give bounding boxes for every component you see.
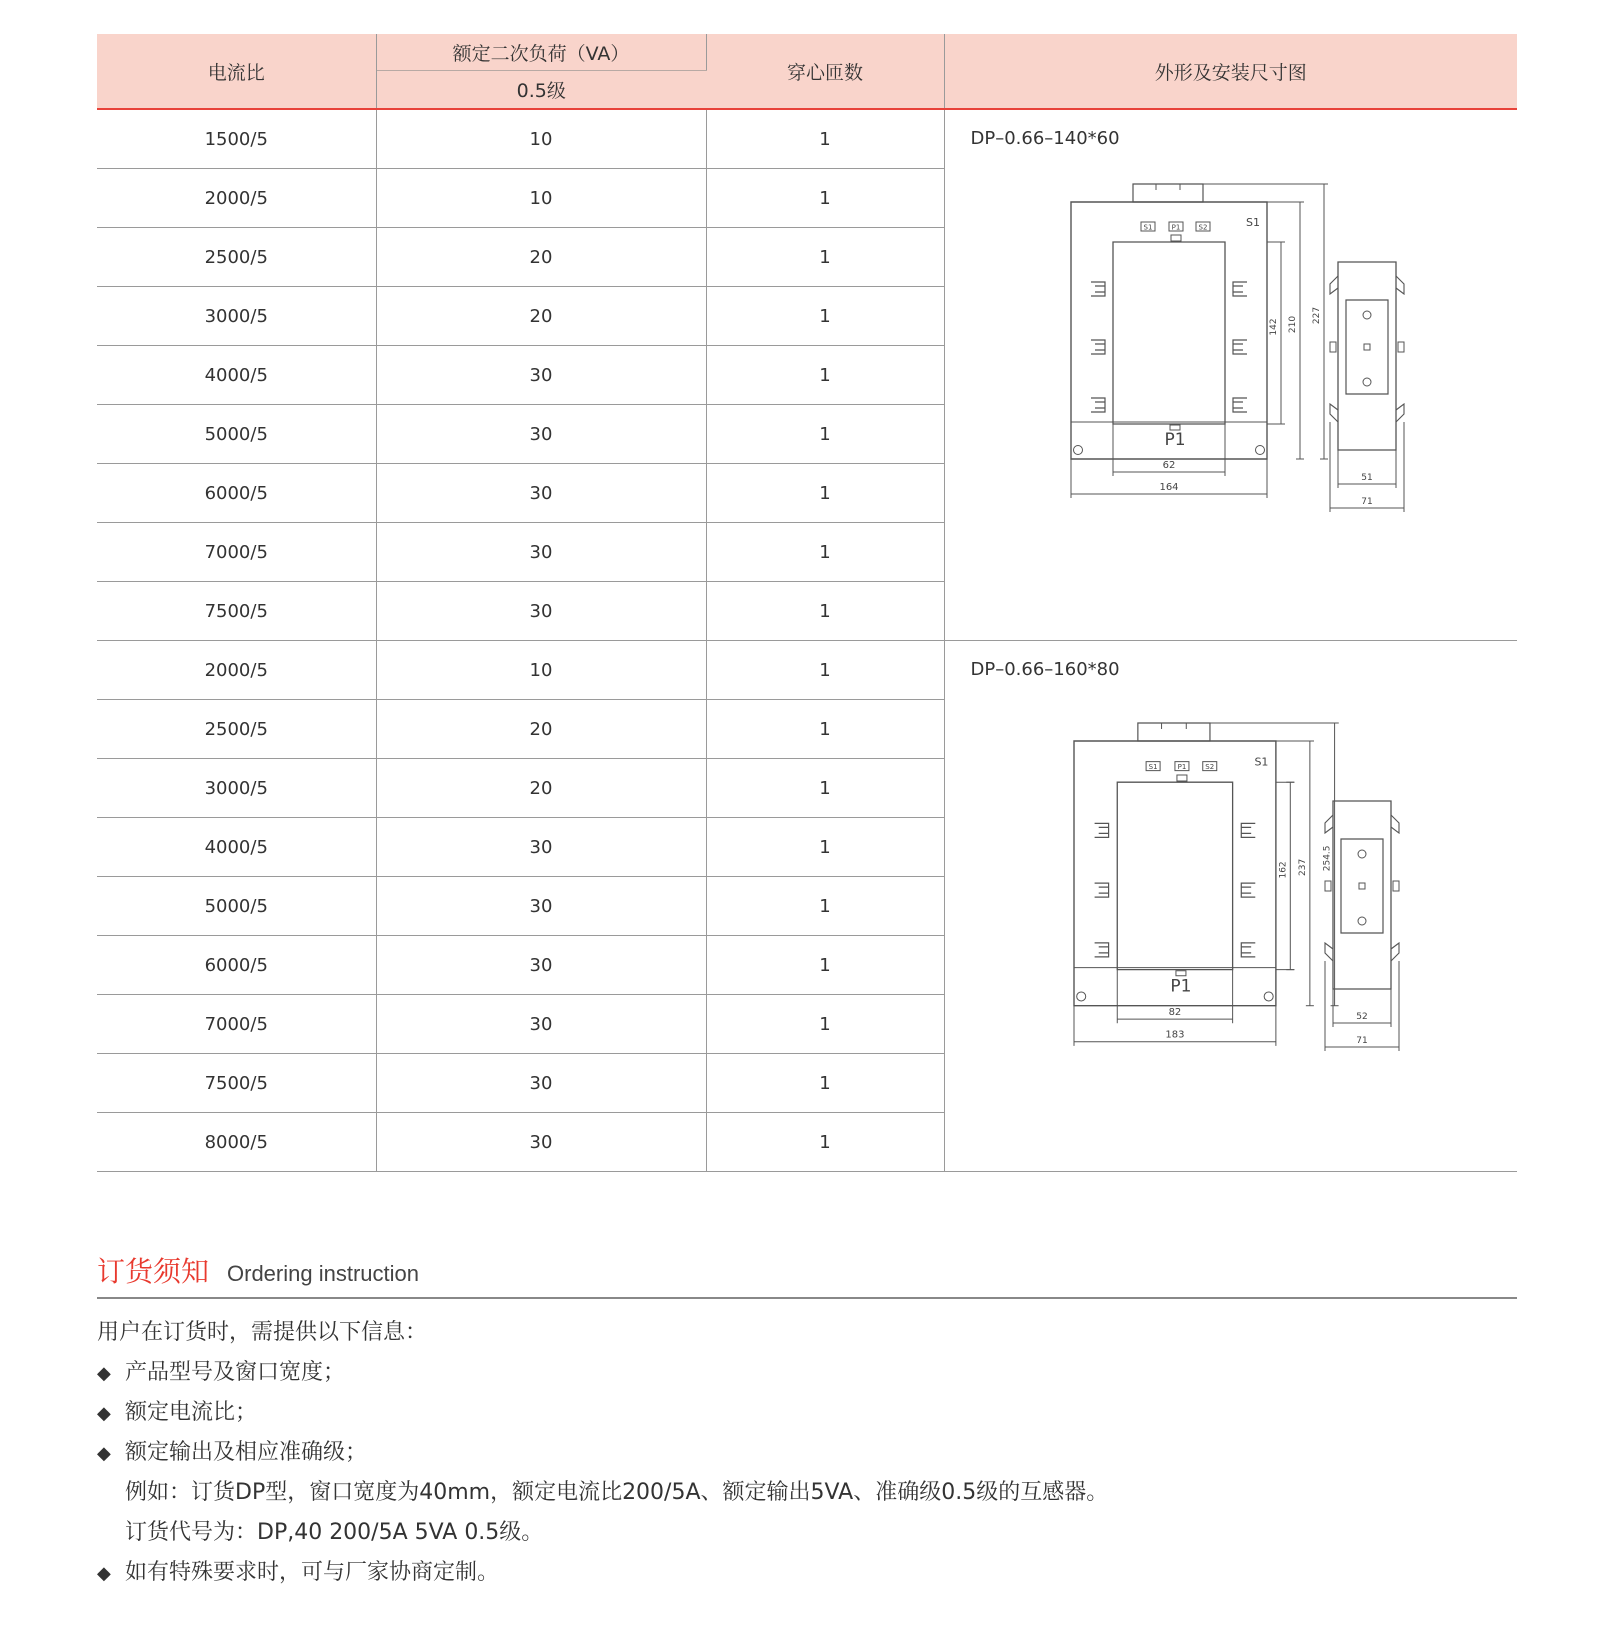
cell-turns: 1: [706, 641, 944, 700]
p1-bottom-label: P1: [1169, 976, 1191, 997]
ordering-title-row: [97, 1250, 1517, 1299]
cell-turns: 1: [706, 700, 944, 759]
side-view: [1330, 262, 1404, 512]
clip-right-icon: [1241, 883, 1255, 897]
cell-ratio: 5000/5: [97, 405, 376, 464]
p1-bottom-label: P1: [1163, 430, 1186, 450]
cell-turns: 1: [706, 1113, 944, 1172]
s1-corner-label: S1: [1253, 755, 1268, 769]
cell-burden: 10: [376, 109, 706, 169]
housing-outline: [1074, 741, 1276, 1006]
diamond-bullet-icon: ◆: [97, 1363, 111, 1384]
ordering-example-code: 订货代号为：DP,40 200/5A 5VA 0.5级。: [125, 1520, 544, 1545]
screw-icon: [1358, 917, 1366, 925]
s1-corner-label: S1: [1245, 216, 1260, 229]
front-view: [1071, 184, 1328, 498]
diamond-bullet-icon: ◆: [97, 1443, 111, 1464]
cell-burden: 30: [376, 464, 706, 523]
terminal-s1-label: S1: [1143, 223, 1152, 232]
clip-left-icon: [1094, 943, 1108, 957]
terminal-s1-label: S1: [1148, 763, 1158, 772]
housing-outline: [1071, 202, 1267, 459]
clip-left-icon: [1091, 282, 1105, 296]
p1-tab: [1175, 971, 1185, 976]
dim-window-width-label: 82: [1168, 1006, 1181, 1018]
screw-square-icon: [1364, 344, 1370, 350]
cell-turns: 1: [706, 936, 944, 995]
drawing-cell: [944, 109, 1517, 641]
cell-turns: 1: [706, 759, 944, 818]
clip-right-icon: [1233, 282, 1247, 296]
cell-ratio: 5000/5: [97, 877, 376, 936]
header-burden: 额定二次负荷（VA）: [376, 34, 706, 71]
terminal-s2-label: S2: [1198, 223, 1207, 232]
drawing-cell: [944, 641, 1517, 1172]
cell-ratio: 7000/5: [97, 523, 376, 582]
side-clips: [1325, 815, 1399, 961]
cell-turns: 1: [706, 464, 944, 523]
cell-ratio: 7500/5: [97, 1054, 376, 1113]
cell-burden: 30: [376, 1113, 706, 1172]
cell-turns: 1: [706, 818, 944, 877]
header-drawing: 外形及安装尺寸图: [944, 34, 1517, 109]
cell-ratio: 4000/5: [97, 346, 376, 405]
clip-left-icon: [1094, 883, 1108, 897]
cell-burden: 30: [376, 346, 706, 405]
side-body: [1333, 801, 1391, 989]
cell-turns: 1: [706, 287, 944, 346]
cell-turns: 1: [706, 405, 944, 464]
dim-window-width-label: 62: [1162, 460, 1175, 471]
cell-ratio: 3000/5: [97, 759, 376, 818]
dim-total-height-label: 254.5: [1322, 845, 1333, 872]
header-accuracy-class: 0.5级: [376, 71, 706, 110]
model-label: DP–0.66–140*60: [970, 128, 1120, 149]
dim-inner-height-label: 237: [1297, 858, 1308, 876]
side-stub-left: [1330, 342, 1336, 352]
cell-burden: 20: [376, 759, 706, 818]
cell-burden: 20: [376, 287, 706, 346]
ordering-item: [97, 1353, 1517, 1393]
screw-square-icon: [1359, 883, 1365, 889]
diamond-bullet-icon: ◆: [97, 1403, 111, 1424]
clip-right-icon: [1241, 823, 1255, 837]
spec-table: [97, 34, 1517, 1172]
screw-icon: [1358, 850, 1366, 858]
side-stub-right: [1398, 342, 1404, 352]
clip-left-icon: [1094, 823, 1108, 837]
dim-side-total-label: 71: [1355, 1036, 1368, 1046]
cell-ratio: 3000/5: [97, 287, 376, 346]
ordering-item-text: 额定输出及相应准确级；: [125, 1440, 368, 1465]
dim-side-inner-label: 51: [1360, 473, 1373, 483]
ordering-item: [97, 1433, 1517, 1473]
cell-burden: 30: [376, 877, 706, 936]
cell-turns: 1: [706, 877, 944, 936]
cell-turns: 1: [706, 1054, 944, 1113]
cell-burden: 30: [376, 523, 706, 582]
ordering-item: [97, 1393, 1517, 1433]
clip-right-icon: [1233, 340, 1247, 354]
window-opening: [1117, 782, 1232, 969]
dim-total-height-label: 227: [1311, 306, 1322, 325]
terminal-p1-label: P1: [1177, 763, 1186, 772]
cell-burden: 30: [376, 582, 706, 641]
cell-turns: 1: [706, 346, 944, 405]
cell-burden: 20: [376, 700, 706, 759]
terminal-p1-tab: [1176, 775, 1186, 781]
screw-icon: [1363, 378, 1371, 386]
cell-ratio: 2500/5: [97, 700, 376, 759]
side-terminal-block: [1346, 300, 1388, 394]
cell-burden: 20: [376, 228, 706, 287]
clip-left-icon: [1091, 398, 1105, 412]
cell-ratio: 1500/5: [97, 109, 376, 169]
ordering-lines: [97, 1313, 1517, 1593]
cell-ratio: 4000/5: [97, 818, 376, 877]
ordering-title-en: Ordering instruction: [227, 1261, 419, 1286]
dim-inner-height-label: 210: [1287, 315, 1298, 334]
clip-right-icon: [1241, 943, 1255, 957]
dim-window-height-label: 162: [1277, 861, 1288, 879]
cell-ratio: 2500/5: [97, 228, 376, 287]
mount-hole-icon: [1073, 446, 1082, 455]
cell-burden: 30: [376, 995, 706, 1054]
clip-left-icon: [1091, 340, 1105, 354]
ordering-title-cn: 订货须知: [97, 1255, 210, 1288]
side-body: [1338, 262, 1396, 450]
cell-burden: 30: [376, 1054, 706, 1113]
ordering-item-text: 额定电流比；: [125, 1400, 258, 1425]
clip-right-icon: [1233, 398, 1247, 412]
header-turns: 穿心匝数: [706, 34, 944, 109]
cell-burden: 30: [376, 405, 706, 464]
cell-ratio: 2000/5: [97, 169, 376, 228]
cell-turns: 1: [706, 582, 944, 641]
side-stub-left: [1325, 881, 1331, 891]
cell-turns: 1: [706, 109, 944, 169]
cell-turns: 1: [706, 995, 944, 1054]
dim-side-total-label: 71: [1360, 497, 1373, 507]
front-view: [1074, 723, 1339, 1046]
dim-total-width-label: 183: [1164, 1029, 1184, 1041]
ordering-section: [97, 1250, 1517, 1593]
dim-total-width-label: 164: [1158, 482, 1179, 493]
cell-turns: 1: [706, 169, 944, 228]
cell-burden: 10: [376, 169, 706, 228]
side-terminal-block: [1341, 839, 1383, 933]
terminal-s2-label: S2: [1204, 763, 1214, 772]
cell-ratio: 7000/5: [97, 995, 376, 1054]
side-view: [1325, 801, 1399, 1051]
mount-hole-icon: [1076, 992, 1085, 1001]
cell-burden: 30: [376, 818, 706, 877]
cell-ratio: 8000/5: [97, 1113, 376, 1172]
top-tab: [1133, 184, 1203, 202]
dimension-drawing: [945, 110, 1518, 641]
cell-turns: 1: [706, 228, 944, 287]
diamond-bullet-icon: ◆: [97, 1563, 111, 1584]
cell-ratio: 6000/5: [97, 936, 376, 995]
table-row: [97, 109, 1517, 169]
mount-hole-icon: [1264, 992, 1273, 1001]
cell-burden: 10: [376, 641, 706, 700]
side-stub-right: [1393, 881, 1399, 891]
ordering-item-text: 如有特殊要求时，可与厂家协商定制。: [125, 1560, 500, 1585]
screw-icon: [1363, 311, 1371, 319]
model-label: DP–0.66–160*80: [970, 659, 1120, 680]
ordering-item: [97, 1553, 1517, 1593]
ordering-item-text: 产品型号及窗口宽度；: [125, 1360, 346, 1385]
cell-burden: 30: [376, 936, 706, 995]
dim-window-height-label: 142: [1268, 318, 1279, 336]
terminal-p1-label: P1: [1171, 223, 1180, 232]
dim-side-inner-label: 52: [1355, 1012, 1368, 1022]
side-clips: [1330, 276, 1404, 422]
table-body: [97, 109, 1517, 1172]
dimension-drawing: [945, 641, 1518, 1172]
cell-ratio: 2000/5: [97, 641, 376, 700]
window-opening: [1113, 242, 1225, 424]
mount-hole-icon: [1255, 446, 1264, 455]
terminal-p1-tab: [1171, 235, 1181, 241]
ordering-example-line: 例如：订货DP型，窗口宽度为40mm，额定电流比200/5A、额定输出5VA、准确级0.5级的互感器。: [125, 1480, 1109, 1505]
header-ratio: 电流比: [97, 34, 376, 109]
cell-ratio: 6000/5: [97, 464, 376, 523]
cell-ratio: 7500/5: [97, 582, 376, 641]
table-row: [97, 641, 1517, 700]
top-tab: [1137, 723, 1209, 741]
cell-turns: 1: [706, 523, 944, 582]
ordering-intro: 用户在订货时，需提供以下信息：: [97, 1320, 428, 1345]
